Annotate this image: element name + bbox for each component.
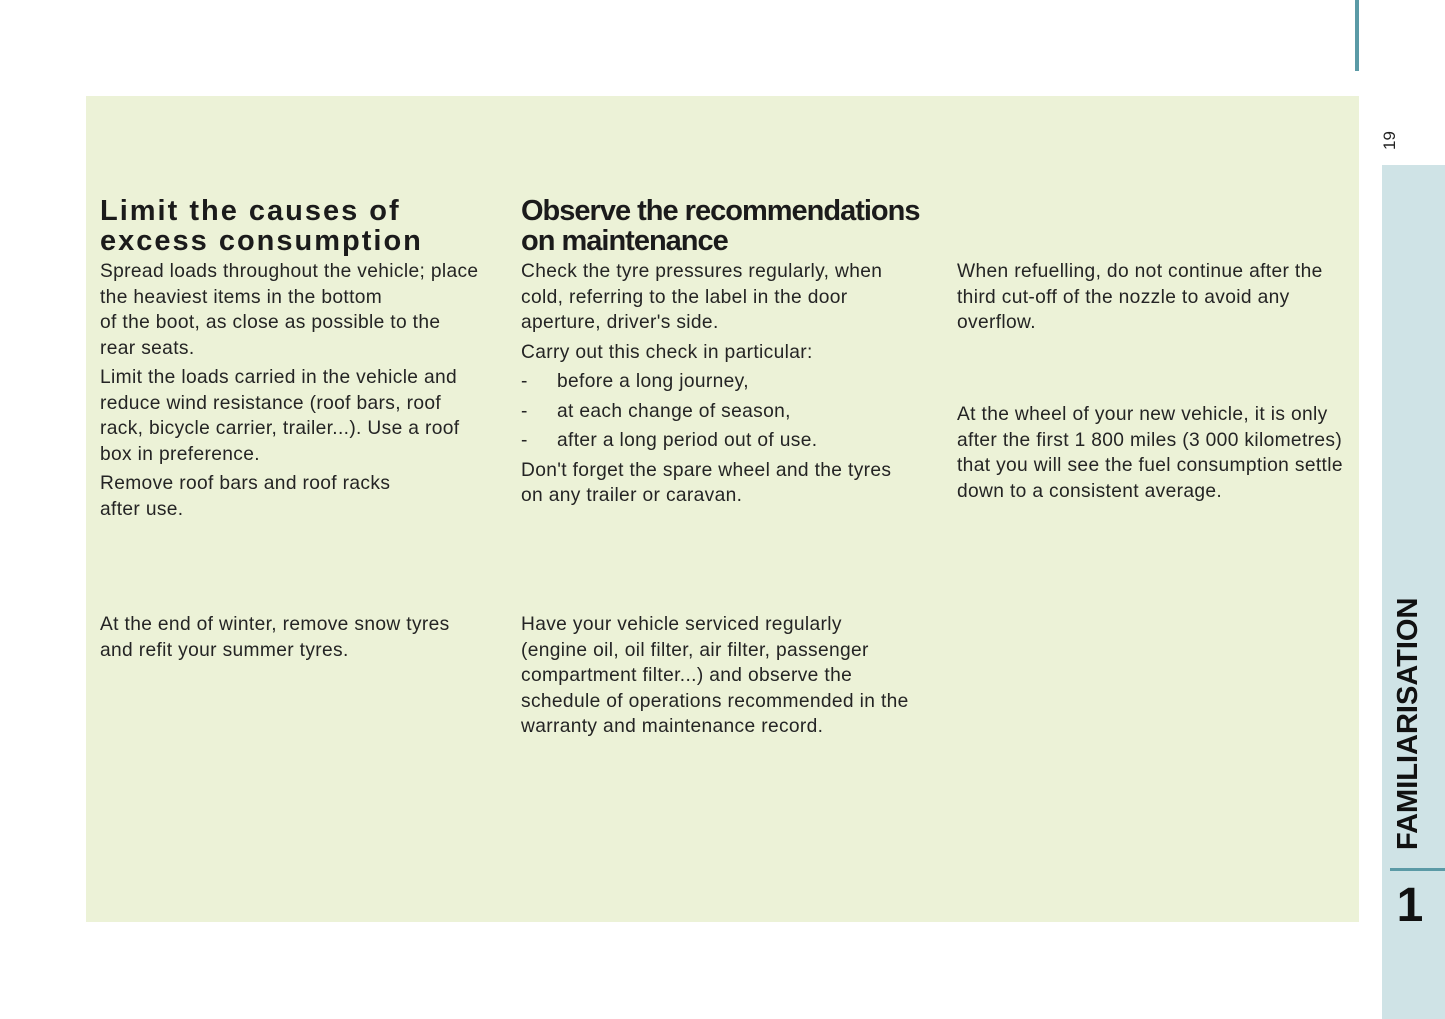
- list-item: - after a long period out of use.: [521, 430, 818, 451]
- servicing-text: Have your vehicle serviced regularly (engine oil, oil filter, air filter, passenger compartment filter...) and observe the schedule of operations recommended in the warranty and maintenance record.: [521, 614, 909, 737]
- paragraph-check-in-particular: Carry out this check in particular:: [521, 341, 813, 363]
- heading-line-2: on maintenance: [521, 225, 728, 257]
- chapter-number: 1: [1396, 879, 1424, 932]
- refuelling-text: When refuelling, do not continue after the third cut-off of the nozzle to avoid any overflow.: [957, 261, 1323, 333]
- list-item: - before a long journey,: [521, 371, 749, 392]
- maintenance-text: [521, 259, 941, 509]
- chapter-divider: [1390, 868, 1445, 871]
- list-item: - at each change of season,: [521, 400, 791, 422]
- limit-consumption-text: [100, 259, 505, 522]
- chapter-title: FAMILIARISATION: [1392, 598, 1424, 851]
- paragraph-remove-roof-bars: Remove roof bars and roof racks after use.: [100, 473, 391, 520]
- heading-limit-consumption: [100, 196, 500, 256]
- winter-tyres-text: At the end of winter, remove snow tyres and refit your summer tyres.: [100, 614, 450, 661]
- top-accent-rule: [1355, 0, 1359, 71]
- paragraph-limit-loads: Limit the loads carried in the vehicle and reduce wind resistance (roof bars, roof rack, bicycle carrier, trailer...). Use a roof box in preference.: [100, 367, 460, 465]
- heading-line-1: Observe the recommendations: [521, 195, 920, 227]
- heading-line-1: Limit the causes of: [100, 195, 401, 227]
- page-number: 19: [1380, 131, 1399, 150]
- paragraph-spread-loads: Spread loads throughout the vehicle; place the heaviest items in the bottom of the boot, as close as possible to the rear seats.: [100, 261, 479, 359]
- heading-maintenance: [521, 196, 941, 256]
- paragraph-spare-wheel: Don't forget the spare wheel and the tyres on any trailer or caravan.: [521, 459, 892, 506]
- new-vehicle-text: At the wheel of your new vehicle, it is only after the first 1 800 miles (3 000 kilometres) that you will see the fuel consumption settle down to a consistent average.: [957, 404, 1343, 502]
- heading-line-2: excess consumption: [100, 225, 423, 257]
- paragraph-tyre-pressures: Check the tyre pressures regularly, when cold, referring to the label in the door aperture, driver's side.: [521, 261, 883, 333]
